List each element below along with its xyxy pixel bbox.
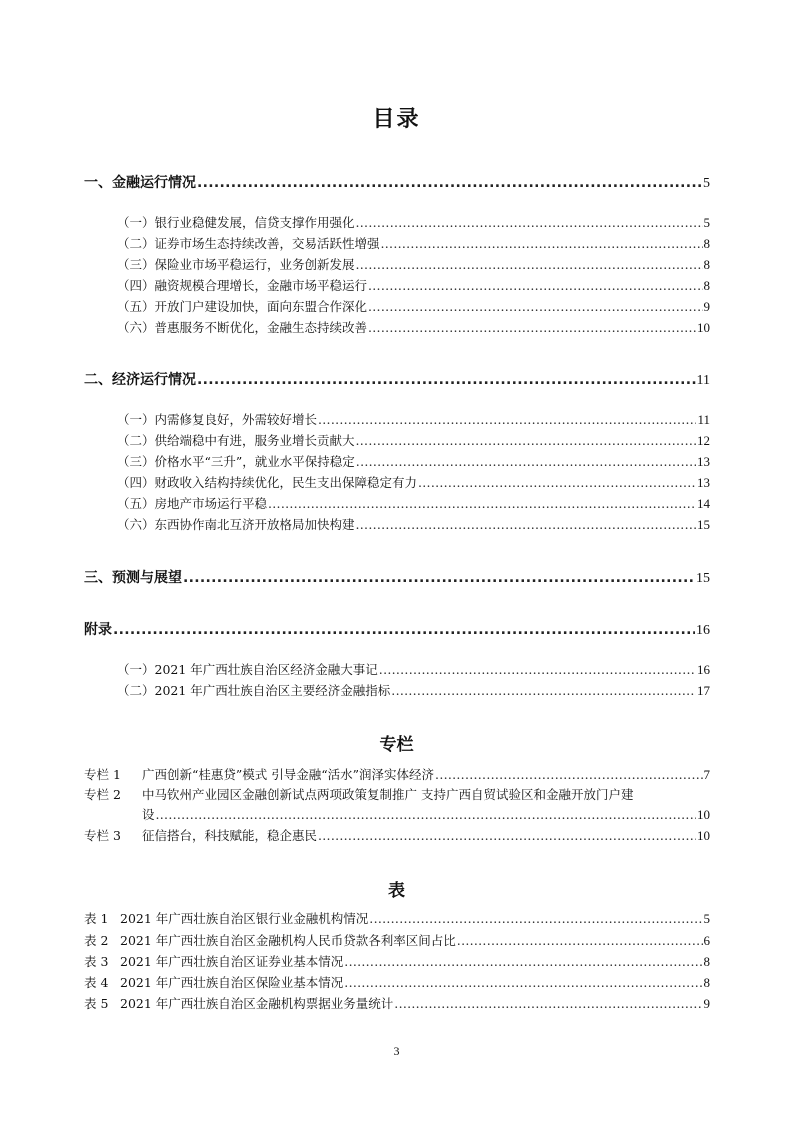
- table-label: 2021 年广西壮族自治区银行业金融机构情况: [120, 911, 369, 926]
- toc-page-number: 10: [697, 807, 710, 822]
- toc-page-number: 8: [703, 954, 710, 969]
- toc-item[interactable]: [117, 297, 710, 315]
- toc-item[interactable]: [117, 660, 710, 678]
- toc-page-number: 5: [703, 215, 710, 230]
- zhuanlan-prefix: 专栏 1: [84, 767, 121, 782]
- zhuanlan-entry[interactable]: [84, 785, 710, 803]
- table-prefix: 表 3: [84, 954, 109, 969]
- toc-item[interactable]: [117, 494, 710, 512]
- dot-leader: [156, 807, 696, 822]
- zhuanlan-label: 广西创新“桂惠贷”模式 引导金融“活水”润泽实体经济: [142, 767, 435, 782]
- toc-page-number: 11: [696, 373, 710, 388]
- table-entry[interactable]: [84, 994, 710, 1012]
- toc-item[interactable]: [117, 318, 710, 336]
- toc-item-label: （一）2021 年广西壮族自治区经济金融大事记: [117, 662, 378, 677]
- zhuanlan-entry-continued[interactable]: [84, 805, 710, 823]
- table-label: 2021 年广西壮族自治区金融机构人民币贷款各利率区间占比: [120, 933, 456, 948]
- dot-leader: [356, 215, 703, 230]
- toc-page-number: 10: [697, 828, 710, 843]
- toc-page-number: 9: [703, 996, 710, 1011]
- dot-leader: [381, 236, 703, 251]
- toc-section-2[interactable]: [84, 369, 710, 389]
- toc-item-label: （四）财政收入结构持续优化，民生支出保障稳定有力: [117, 475, 418, 490]
- table-prefix: 表 5: [84, 996, 109, 1011]
- dot-leader: [268, 496, 696, 511]
- toc-section-label: 二、经济运行情况: [84, 372, 196, 388]
- toc-page-number: 5: [703, 176, 710, 191]
- toc-section-1[interactable]: [84, 172, 710, 192]
- page-number: 3: [393, 1044, 400, 1058]
- toc-item[interactable]: [117, 473, 710, 491]
- table-entry[interactable]: [84, 973, 710, 991]
- toc-item[interactable]: [117, 213, 710, 231]
- dot-leader: [113, 622, 695, 638]
- zhuanlan-entry[interactable]: [84, 826, 710, 844]
- dot-leader: [356, 257, 703, 272]
- dot-leader: [318, 828, 696, 843]
- toc-page-number: 12: [697, 433, 710, 448]
- toc-item-label: （五）房地产市场运行平稳: [117, 496, 268, 511]
- toc-item[interactable]: [117, 431, 710, 449]
- table-label: 2021 年广西壮族自治区证券业基本情况: [120, 954, 344, 969]
- zhuanlan-label-continued: 设: [142, 807, 155, 822]
- toc-page-number: 14: [697, 496, 710, 511]
- toc-section-label: 附录: [84, 622, 112, 638]
- toc-item-label: （二）证券市场生态持续改善，交易活跃性增强: [117, 236, 380, 251]
- toc-item-label: （四）融资规模合理增长，金融市场平稳运行: [117, 278, 368, 293]
- toc-page-number: 9: [703, 299, 710, 314]
- toc-item-label: （一）内需修复良好，外需较好增长: [117, 412, 318, 427]
- table-entry[interactable]: [84, 952, 710, 970]
- toc-item-label: （三）价格水平“三升”，就业水平保持稳定: [117, 454, 355, 469]
- tables-heading: 表: [388, 881, 405, 901]
- dot-leader: [368, 278, 702, 293]
- dot-leader: [356, 433, 696, 448]
- toc-page-number: 16: [696, 623, 710, 638]
- dot-leader: [435, 767, 702, 782]
- dot-leader: [344, 954, 702, 969]
- zhuanlan-entry[interactable]: [84, 765, 710, 783]
- zhuanlan-label: 中马钦州产业园区金融创新试点两项政策复制推广 支持广西自贸试验区和金融开放门户建: [142, 787, 634, 802]
- dot-leader: [394, 996, 702, 1011]
- toc-page-number: 17: [697, 683, 710, 698]
- toc-item-label: （一）银行业稳健发展，信贷支撑作用强化: [117, 215, 355, 230]
- table-label: 2021 年广西壮族自治区保险业基本情况: [120, 975, 344, 990]
- table-label: 2021 年广西壮族自治区金融机构票据业务量统计: [120, 996, 394, 1011]
- toc-page-number: 11: [697, 412, 710, 427]
- toc-page-number: 8: [703, 278, 710, 293]
- dot-leader: [457, 933, 703, 948]
- toc-title: 目录: [372, 107, 421, 132]
- toc-page-number: 7: [703, 767, 710, 782]
- dot-leader: [368, 320, 696, 335]
- toc-item[interactable]: [117, 255, 710, 273]
- toc-page-number: 10: [697, 320, 710, 335]
- toc-item[interactable]: [117, 452, 710, 470]
- toc-item[interactable]: [117, 515, 710, 533]
- toc-page-number: 13: [697, 475, 710, 490]
- dot-leader: [369, 911, 702, 926]
- toc-page-number: 15: [696, 571, 710, 586]
- table-entry[interactable]: [84, 909, 710, 927]
- toc-item[interactable]: [117, 234, 710, 252]
- toc-page-number: 8: [703, 975, 710, 990]
- dot-leader: [356, 517, 696, 532]
- toc-item-label: （五）开放门户建设加快，面向东盟合作深化: [117, 299, 368, 314]
- dot-leader: [344, 975, 702, 990]
- toc-page-number: 8: [703, 236, 710, 251]
- dot-leader: [197, 175, 702, 191]
- table-prefix: 表 4: [84, 975, 109, 990]
- toc-page-number: 6: [703, 933, 710, 948]
- dot-leader: [356, 454, 696, 469]
- toc-item-label: （二）2021 年广西壮族自治区主要经济金融指标: [117, 683, 391, 698]
- toc-page-number: 5: [703, 911, 710, 926]
- zhuanlan-prefix: 专栏 2: [84, 787, 121, 802]
- dot-leader: [379, 662, 696, 677]
- toc-item[interactable]: [117, 276, 710, 294]
- toc-section-appendix[interactable]: [84, 619, 710, 639]
- toc-item-label: （六）东西协作南北互济开放格局加快构建: [117, 517, 355, 532]
- dot-leader: [418, 475, 696, 490]
- dot-leader: [391, 683, 696, 698]
- dot-leader: [183, 570, 695, 586]
- toc-item[interactable]: [117, 681, 710, 699]
- zhuanlan-heading: 专栏: [379, 735, 414, 755]
- table-prefix: 表 1: [84, 911, 109, 926]
- toc-page-number: 8: [703, 257, 710, 272]
- toc-page-number: 15: [697, 517, 710, 532]
- dot-leader: [318, 412, 696, 427]
- dot-leader: [368, 299, 702, 314]
- toc-section-3[interactable]: [84, 567, 710, 587]
- toc-page-number: 16: [697, 662, 710, 677]
- dot-leader: [197, 372, 696, 388]
- zhuanlan-label: 征信搭台，科技赋能，稳企惠民: [142, 828, 318, 843]
- toc-item-label: （三）保险业市场平稳运行，业务创新发展: [117, 257, 355, 272]
- toc-page-number: 13: [697, 454, 710, 469]
- table-prefix: 表 2: [84, 933, 109, 948]
- toc-item-label: （二）供给端稳中有进，服务业增长贡献大: [117, 433, 355, 448]
- toc-item[interactable]: [117, 410, 710, 428]
- toc-item-label: （六）普惠服务不断优化，金融生态持续改善: [117, 320, 368, 335]
- table-entry[interactable]: [84, 931, 710, 949]
- toc-section-label: 一、金融运行情况: [84, 175, 196, 191]
- toc-section-label: 三、预测与展望: [84, 570, 182, 586]
- zhuanlan-prefix: 专栏 3: [84, 828, 121, 843]
